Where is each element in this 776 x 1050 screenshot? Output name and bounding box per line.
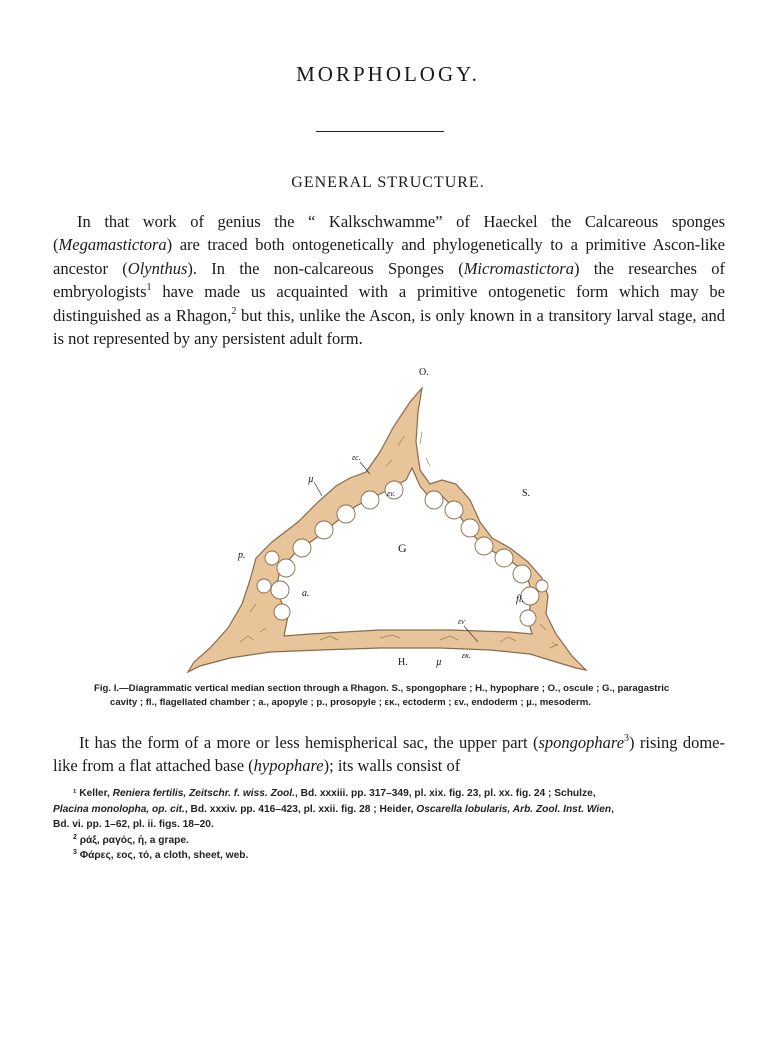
footnote-ref-2[interactable]: 2 bbox=[231, 305, 237, 317]
label-ec-top: εc. bbox=[352, 453, 361, 462]
label-spongophare: S. bbox=[522, 488, 531, 499]
footnote-3 bbox=[53, 848, 725, 864]
label-cavity: G bbox=[398, 541, 407, 555]
taxon-micromastictora: Micromastictora bbox=[463, 258, 574, 278]
text-span: rising dome-like from a flat attached base ( bbox=[53, 733, 726, 776]
text-span: ); its walls consist of bbox=[323, 756, 461, 776]
intro-paragraph bbox=[53, 210, 725, 350]
rhagon-diagram bbox=[180, 362, 590, 678]
citation-title: Placina monolopha, op. cit. bbox=[53, 803, 185, 815]
text-span: form which may be distinguished as a Rhagon, bbox=[53, 282, 725, 325]
caption-fig-number: Fig. I. bbox=[94, 683, 120, 694]
caption-text-1: —Diagrammatic vertical median section through a Rhagon. S., spongophare ; H., hypophare ; O., oscule ; G., paragastric bbox=[119, 683, 670, 694]
footnote-2 bbox=[53, 833, 725, 849]
rhagon-wall bbox=[188, 388, 586, 672]
footnote-number: 2 bbox=[73, 833, 77, 841]
label-chamber: fl. bbox=[516, 594, 525, 605]
title-rule bbox=[316, 131, 444, 132]
text-span: , Bd. xxxiv. pp. 416–423, pl. xxii. fig. 28 ; Heider, bbox=[184, 803, 417, 815]
second-paragraph bbox=[53, 731, 725, 778]
label-en-bottom: εv bbox=[458, 617, 465, 626]
text-span: ( bbox=[53, 235, 59, 255]
text-span: , bbox=[611, 803, 614, 815]
section-title: GENERAL STRUCTURE. bbox=[291, 174, 485, 191]
label-apopyle: a. bbox=[302, 588, 310, 599]
second-text bbox=[53, 731, 725, 778]
text-span: It has the form of a more or less hemispherical sac, the upper part ( bbox=[79, 733, 539, 752]
label-ec-bottom: εκ. bbox=[462, 651, 471, 660]
footnotes bbox=[53, 786, 725, 864]
footnote-1-line-3: Bd. vi. pp. 1–62, pl. ii. figs. 18–20. bbox=[53, 819, 214, 831]
caption-line-2: cavity ; fl., flagellated chamber ; a., apopyle ; p., prosopyle ; εκ., ectoderm ; εv., endoderm ; µ., mesoderm. bbox=[110, 697, 591, 708]
text-span: ράξ, ραγός, ἡ, a grape. bbox=[76, 834, 189, 846]
label-mu-bottom: µ bbox=[436, 657, 442, 668]
footnote-number: 3 bbox=[73, 849, 77, 857]
text-span: In that work of genius the “ Kalkschwamme” of Haeckel the Calcareous sponges bbox=[77, 212, 725, 231]
text-span: Ascon-like ancestor ( bbox=[53, 235, 726, 278]
text-span: have made us acquainted with a primitive ontogenetic bbox=[151, 282, 566, 302]
text-span: ) the bbox=[573, 258, 614, 278]
text-span: ). In the non-calcareous Sponges ( bbox=[187, 258, 464, 278]
footnote-1-line-1 bbox=[53, 786, 725, 802]
taxon-megamastictora: Megamastictora bbox=[58, 235, 167, 255]
term-spongophare: spongophare bbox=[538, 733, 625, 752]
intro-text bbox=[53, 210, 725, 350]
label-en-top: εv. bbox=[387, 489, 396, 498]
text-span: ) are traced both ontogenetically and phylogenetically to a primitive bbox=[166, 235, 646, 255]
text-span: , Bd. xxxiii. pp. 317–349, pl. xix. fig. 23, pl. xx. fig. 24 ; Schulze, bbox=[294, 788, 596, 799]
text-span: researches of embryologists bbox=[53, 258, 726, 302]
label-mu-top: µ bbox=[308, 474, 314, 485]
text-span: Φάρες, εος, τό, a cloth, sheet, web. bbox=[76, 850, 249, 862]
figure-caption bbox=[70, 682, 710, 710]
footnote-ref-1[interactable]: 1 bbox=[146, 282, 152, 294]
text-span: ¹ Keller, bbox=[73, 788, 113, 799]
label-prosopyle: p. bbox=[238, 550, 246, 561]
page-title: MORPHOLOGY. bbox=[296, 62, 480, 86]
text-span: in a transitory larval stage, and is not represented by any persistent adult form. bbox=[53, 305, 725, 349]
text-span: ) bbox=[629, 733, 635, 752]
caption-line-1 bbox=[70, 682, 710, 696]
footnote-1-line-2 bbox=[53, 802, 725, 818]
label-osculum: O. bbox=[419, 367, 429, 378]
footnote-ref-3[interactable]: 3 bbox=[624, 733, 630, 744]
taxon-olynthus: Olynthus bbox=[127, 258, 188, 278]
citation-title: Oscarella lobularis, Arb. Zool. Inst. Wien bbox=[416, 803, 612, 815]
label-hypophare: H. bbox=[398, 657, 408, 668]
rhagon-figure bbox=[180, 362, 590, 678]
citation-title: Reniera fertilis, Zeitschr. f. wiss. Zool. bbox=[112, 788, 295, 799]
term-hypophare: hypophare bbox=[253, 756, 324, 776]
text-span: but this, unlike the Ascon, is only known bbox=[236, 305, 515, 325]
